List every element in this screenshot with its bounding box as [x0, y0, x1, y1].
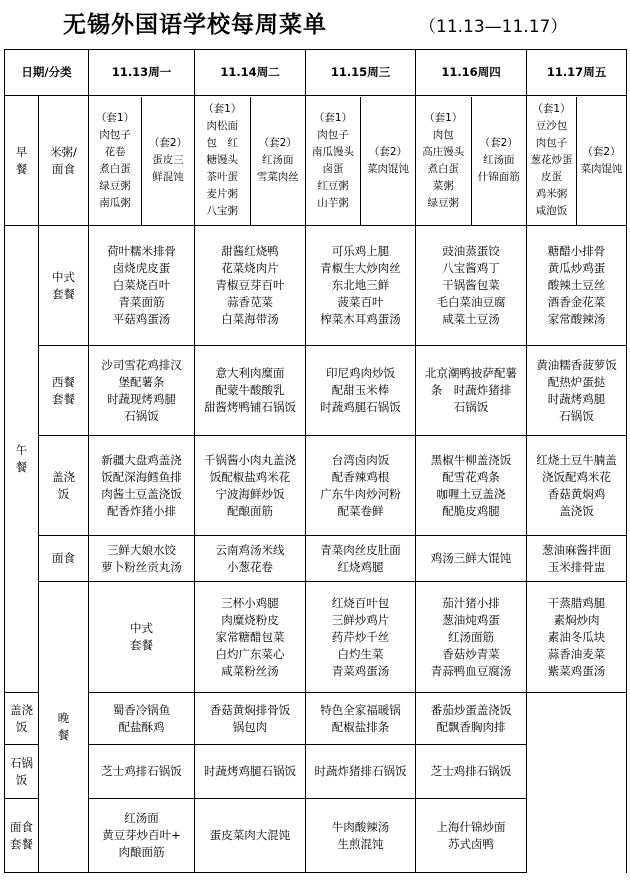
header-row — [5, 50, 627, 96]
menu-cell — [195, 96, 306, 226]
breakfast-set1: （套1） 豆沙包 肉包子 葱花炒蛋 皮蛋 鸡米粥 咸泡饭 — [527, 97, 577, 225]
menu-cell: 台湾卤肉饭 配香辣鸡根 广东牛肉炒河粉 配菜卷鲜 — [306, 436, 416, 536]
menu-cell: 豉油蒸蛋饺 八宝酱鸡丁 干锅酱包菜 毛白菜油豆腐 咸菜土豆汤 — [416, 226, 527, 346]
menu-cell: 三杯小鸡腿 肉糜烧粉皮 家常糖醋包菜 白灼广东菜心 咸菜粉丝汤 — [195, 582, 306, 693]
category-dinner-rice: 盖浇 饭 — [5, 693, 39, 745]
category-dinner-chinese: 中式 套餐 — [89, 582, 195, 693]
day-header: 11.15周三 — [306, 50, 416, 96]
menu-cell: 意大利肉糜面 配蒙牛酸酸乳 甜酱烤鸭铺石锅饭 — [195, 346, 306, 436]
breakfast-set1: （套1） 肉包子 花卷 煮白蛋 绿豆粥 南瓜粥 — [89, 97, 142, 225]
menu-cell: 印尼鸡肉炒饭 配甜玉米棒 时蔬鸡腿石锅饭 — [306, 346, 416, 436]
breakfast-set1: （套1） 肉包子 南瓜馒头 卤蛋 红豆粥 山芋粥 — [306, 97, 361, 225]
menu-cell: 黄油糯香菠萝饭 配热炉蛋挞 时蔬烤鸡腿 石锅饭 — [527, 346, 627, 436]
menu-cell: 上海什锦炒面 苏式卤鸭 — [416, 799, 527, 873]
menu-cell: 三鲜大娘水饺 萝卜粉丝贡丸汤 — [89, 536, 195, 582]
lunch-chinese-row — [5, 226, 627, 346]
date-range: （11.13—11.17） — [419, 17, 568, 37]
menu-cell — [89, 96, 195, 226]
menu-cell: 时蔬烤鸡腿石锅饭 — [195, 745, 306, 799]
day-header: 11.13周一 — [89, 50, 195, 96]
menu-cell: 葱油麻酱拌面 玉米排骨盅 — [527, 536, 627, 582]
menu-cell: 茄汁猪小排 葱油炖鸡蛋 红汤面筋 香菇炒青菜 青蒜鸭血豆腐汤 — [416, 582, 527, 693]
breakfast-set1: （套1） 肉包 高庄馒头 煮白蛋 菜粥 绿豆粥 — [416, 97, 471, 225]
category-breakfast: 米粥/ 面食 — [39, 96, 89, 226]
day-header: 11.17周五 — [527, 50, 627, 96]
category-lunch-rice: 盖浇 饭 — [39, 436, 89, 536]
dinner-noodles-row — [5, 799, 627, 873]
menu-cell: 红烧百叶包 三鲜炒鸡片 药芹炒千丝 白灼生菜 青菜鸡蛋汤 — [306, 582, 416, 693]
menu-cell — [306, 96, 416, 226]
header-category: 日期/分类 — [5, 50, 89, 96]
category-dinner-noodles: 面食 套餐 — [5, 799, 39, 873]
menu-cell: 干蒸腊鸡腿 素焖炒肉 素油冬瓜块 蒜香油麦菜 紫菜鸡蛋汤 — [527, 582, 627, 693]
section-lunch: 午 餐 — [5, 226, 39, 693]
menu-cell: 黑椒牛柳盖浇饭 配雪花鸡条 咖喱土豆盖浇 配脆皮鸡腿 — [416, 436, 527, 536]
menu-cell — [527, 96, 627, 226]
menu-cell: 新疆大盘鸡盖浇 饭配深海鳕鱼排 肉酱土豆盖浇饭 配香炸猪小排 — [89, 436, 195, 536]
menu-cell: 时蔬炸猪排石锅饭 — [306, 745, 416, 799]
category-dinner-stone: 石锅 饭 — [5, 745, 39, 799]
breakfast-set2: （套2） 红汤面 什锦面筋 — [477, 137, 520, 183]
breakfast-set2: （套2） 红汤面 雪菜肉丝 — [256, 137, 299, 183]
menu-cell: 千锅酱小肉丸盖浇 饭配椒盐鸡米花 宁波海鲜炒饭 配酿面筋 — [195, 436, 306, 536]
day-header: 11.14周二 — [195, 50, 306, 96]
breakfast-row — [5, 96, 627, 226]
category-lunch-chinese: 中式 套餐 — [39, 226, 89, 346]
menu-cell: 沙司雪花鸡排汉 堡配薯条 时蔬现烤鸡腿 石锅饭 — [89, 346, 195, 436]
section-breakfast: 早 餐 — [5, 96, 39, 226]
menu-cell: 甜酱红烧鸭 花菜烧肉片 青椒豆芽百叶 蒜香苋菜 白菜海带汤 — [195, 226, 306, 346]
section-dinner: 晚 餐 — [39, 582, 89, 873]
menu-cell: 蜀香冷锅鱼 配盐酥鸡 — [89, 693, 195, 745]
menu-cell: 云南鸡汤米线 小葱花卷 — [195, 536, 306, 582]
menu-cell: 芝士鸡排石锅饭 — [89, 745, 195, 799]
menu-cell — [416, 96, 527, 226]
menu-cell: 北京潮鸭披萨配薯 条 时蔬炸猪排 石锅饭 — [416, 346, 527, 436]
menu-cell: 芝士鸡排石锅饭 — [416, 745, 527, 799]
breakfast-set1: （套1） 肉松面 包 红 糖馒头 茶叶蛋 麦片粥 八宝粥 — [195, 97, 250, 225]
menu-cell: 红烧土豆牛腩盖 浇饭配鸡米花 香菇黄焖鸡 盖浇饭 — [527, 436, 627, 536]
menu-cell: 荷叶糯米排骨 卤烧虎皮蛋 白菜烧百叶 青菜面筋 平菇鸡蛋汤 — [89, 226, 195, 346]
dinner-chinese-row — [5, 582, 627, 693]
breakfast-set2: （套2） 蛋皮三 鲜混饨 — [148, 137, 188, 183]
category-lunch-western: 西餐 套餐 — [39, 346, 89, 436]
menu-cell: 青菜肉丝皮肚面 红烧鸡腿 — [306, 536, 416, 582]
breakfast-set2: （套2） 菜肉馄饨 — [367, 145, 410, 175]
lunch-noodles-row — [5, 536, 627, 582]
breakfast-set2: （套2） 菜肉馄饨 — [580, 145, 623, 175]
lunch-rice-row — [5, 436, 627, 536]
menu-cell: 糖醋小排骨 黄瓜炒鸡蛋 酸辣土豆丝 酒香金花菜 家常酸辣汤 — [527, 226, 627, 346]
day-header: 11.16周四 — [416, 50, 527, 96]
menu-cell: 蛋皮菜肉大混饨 — [195, 799, 306, 873]
menu-cell: 可乐鸡上腿 青椒生大炒肉丝 东北地三鲜 菠菜百叶 榨菜木耳鸡蛋汤 — [306, 226, 416, 346]
menu-cell: 鸡汤三鲜大馄饨 — [416, 536, 527, 582]
page-title: 无锡外国语学校每周菜单 — [63, 12, 327, 38]
menu-cell: 特色全家福暖锅 配椒盐排条 — [306, 693, 416, 745]
lunch-western-row — [5, 346, 627, 436]
weekly-menu-table — [4, 49, 627, 873]
menu-cell: 红汤面 黄豆芽炒百叶+ 肉酿面筋 — [89, 799, 195, 873]
menu-cell: 香菇黄焖排骨饭 锅包肉 — [195, 693, 306, 745]
menu-cell: 番茄炒蛋盖浇饭 配飘香胸肉排 — [416, 693, 527, 745]
category-lunch-noodles: 面食 — [39, 536, 89, 582]
dinner-stone-row — [5, 745, 627, 799]
dinner-rice-row — [5, 693, 627, 745]
menu-cell: 牛肉酸辣汤 生煎混饨 — [306, 799, 416, 873]
